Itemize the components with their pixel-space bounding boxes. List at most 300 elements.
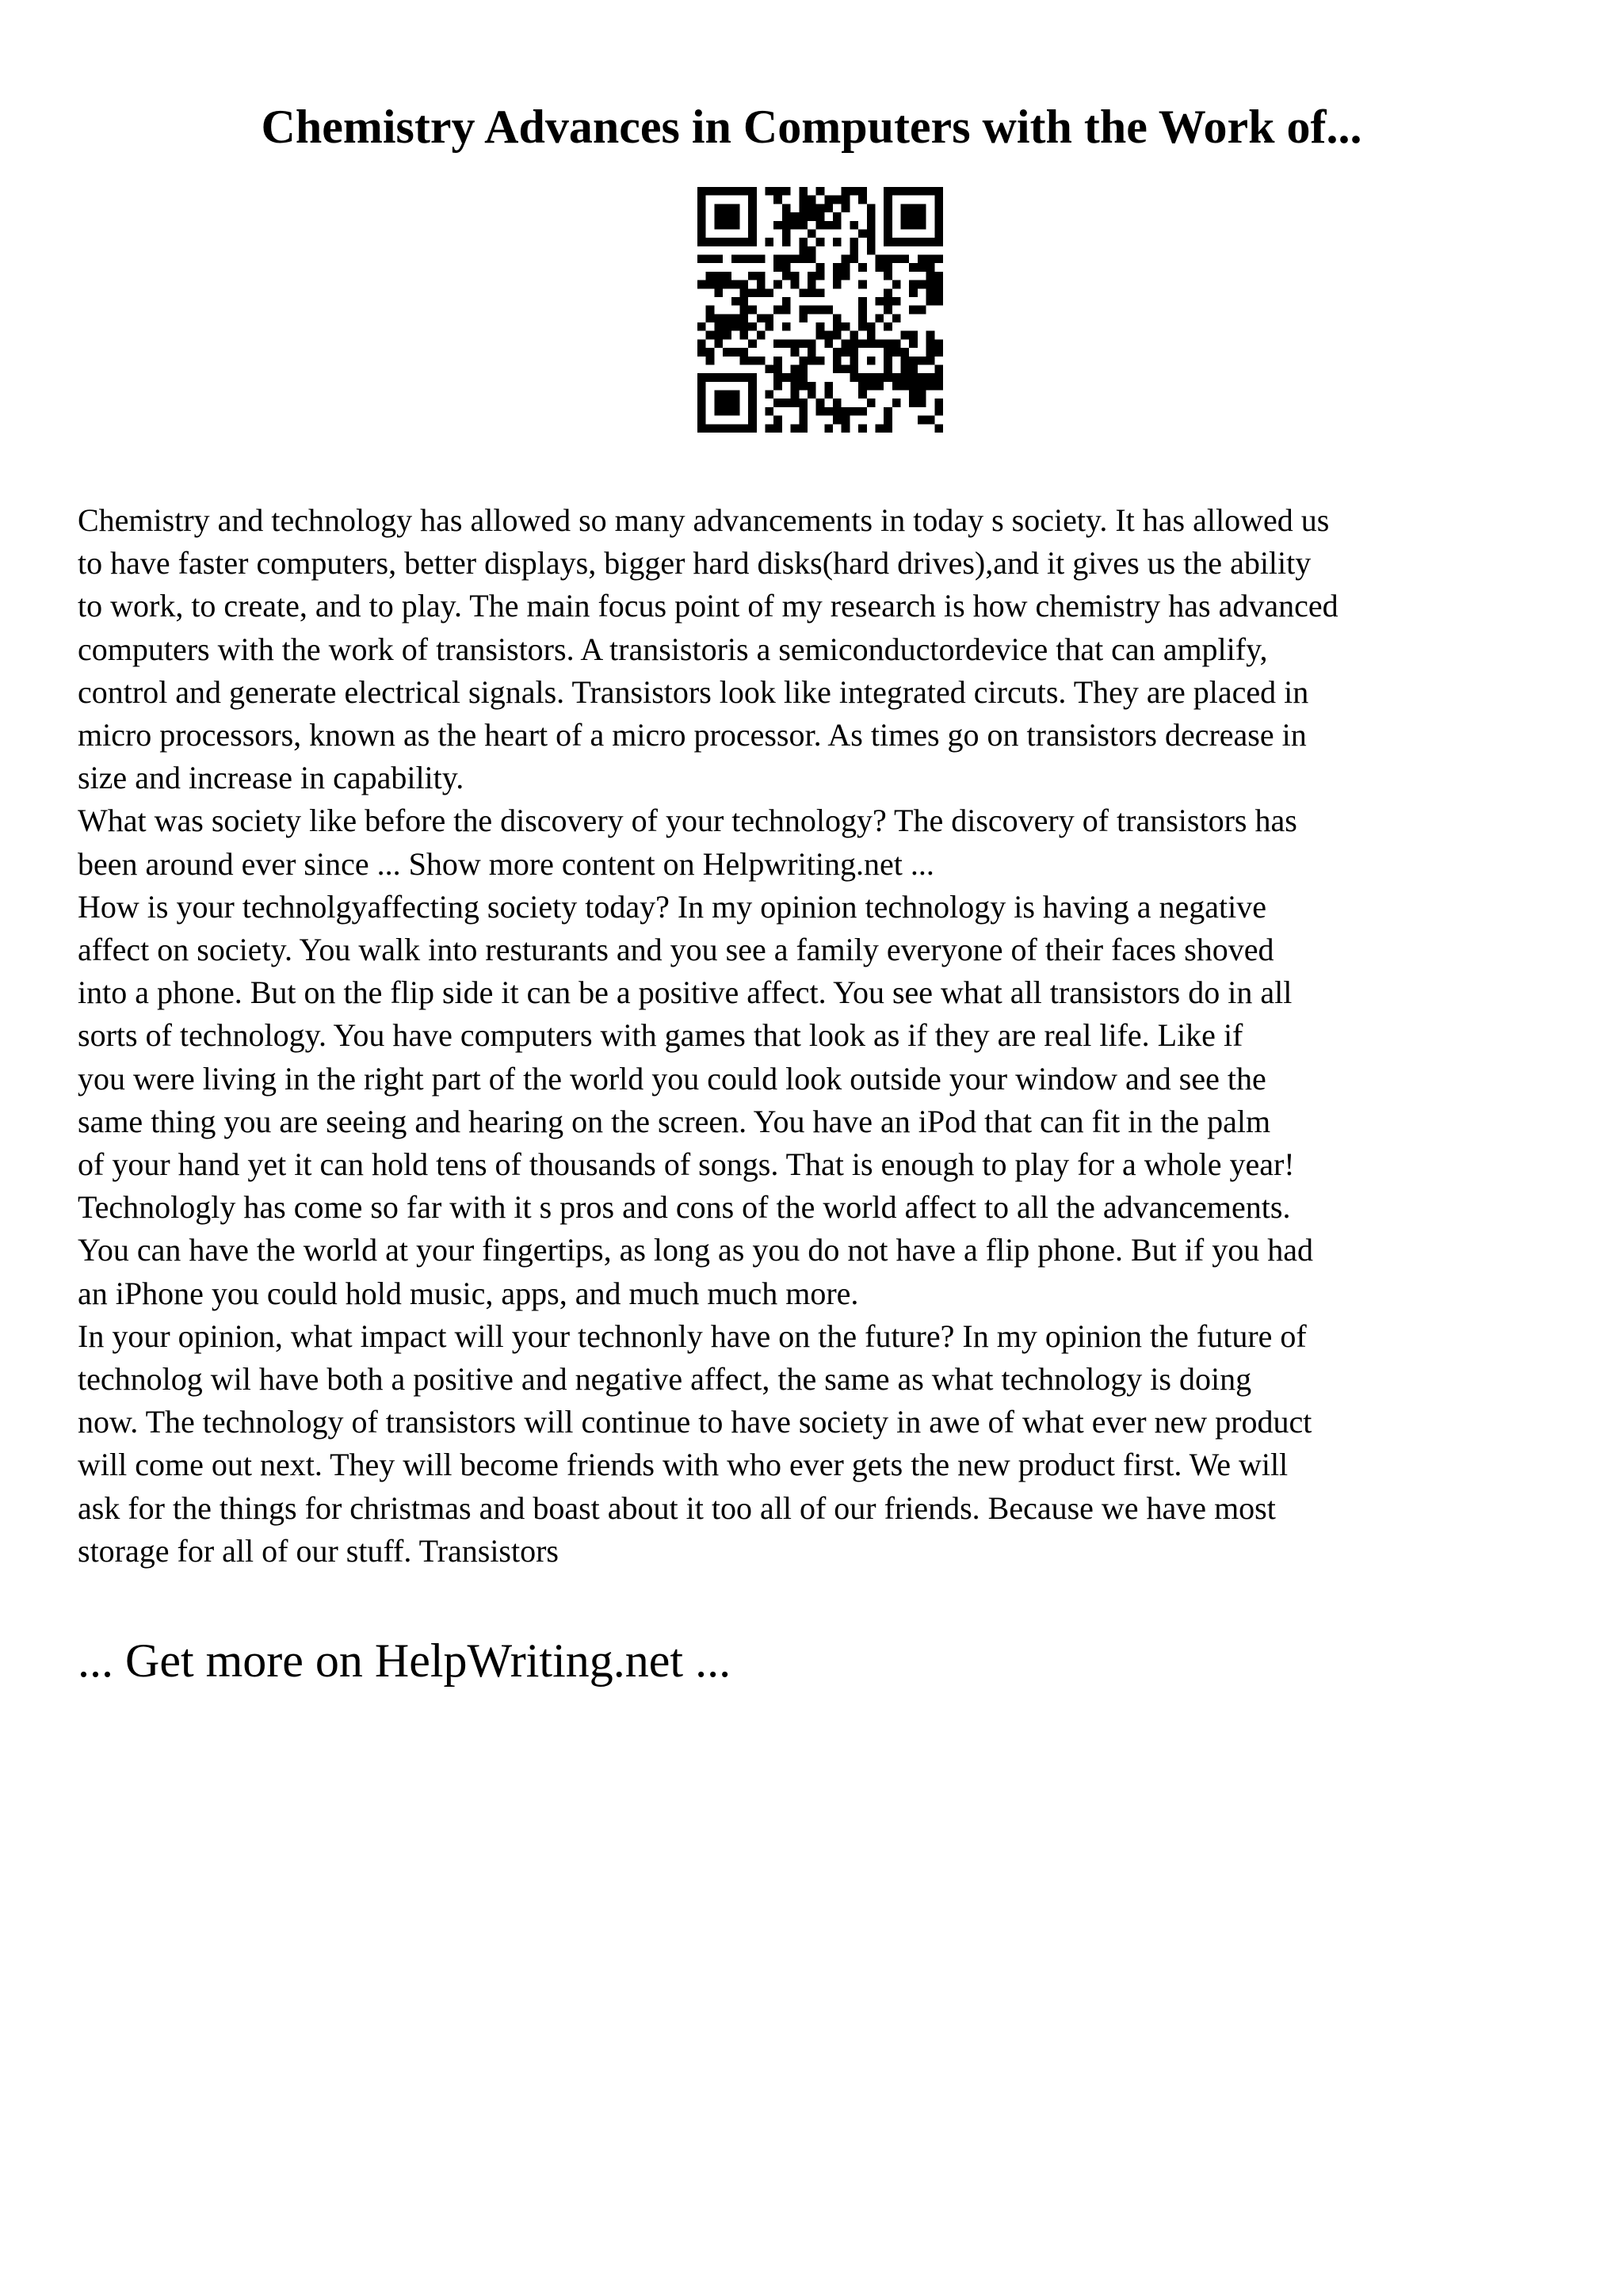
qr-module	[926, 339, 935, 348]
qr-module	[766, 364, 774, 373]
qr-module	[867, 238, 876, 246]
qr-module	[850, 246, 858, 255]
body-line: to work, to create, and to play. The main focus point of my research is how chemistry has advanced	[78, 588, 1338, 624]
qr-module	[909, 212, 918, 221]
qr-module	[799, 212, 808, 221]
qr-module	[723, 399, 731, 407]
qr-module	[714, 272, 723, 280]
qr-module	[833, 407, 842, 416]
qr-module	[926, 373, 935, 382]
qr-module	[867, 221, 876, 230]
qr-module	[757, 314, 766, 322]
qr-module	[714, 212, 723, 221]
qr-module	[757, 272, 766, 280]
qr-module	[824, 339, 833, 348]
qr-module	[757, 357, 766, 365]
qr-module	[808, 280, 816, 289]
qr-module	[884, 407, 892, 416]
qr-module	[808, 229, 816, 238]
qr-module	[808, 306, 816, 315]
qr-module	[867, 204, 876, 212]
qr-module	[833, 272, 842, 280]
qr-module	[697, 382, 706, 391]
qr-module	[799, 364, 808, 373]
qr-module	[799, 288, 808, 297]
qr-module	[867, 246, 876, 255]
qr-module	[748, 187, 757, 196]
qr-module	[884, 238, 892, 246]
qr-module	[766, 288, 774, 297]
qr-module	[697, 238, 706, 246]
qr-module	[858, 382, 867, 391]
qr-module	[901, 348, 910, 357]
qr-module	[766, 407, 774, 416]
qr-module	[901, 364, 910, 373]
qr-module	[884, 348, 892, 357]
qr-module	[731, 212, 740, 221]
qr-module	[748, 424, 757, 433]
qr-module	[934, 373, 943, 382]
qr-module	[918, 280, 926, 289]
qr-module	[748, 229, 757, 238]
qr-module	[842, 424, 850, 433]
qr-module	[748, 238, 757, 246]
qr-module	[731, 280, 740, 289]
qr-module	[918, 187, 926, 196]
qr-module	[934, 280, 943, 289]
qr-module	[773, 187, 782, 196]
qr-module	[918, 382, 926, 391]
qr-module	[892, 255, 901, 264]
qr-module	[697, 424, 706, 433]
qr-module	[731, 255, 740, 264]
body-line: How is your technolgyaffecting society today? In my opinion technology is having a negative	[78, 888, 1267, 925]
qr-module	[926, 297, 935, 306]
qr-module	[934, 407, 943, 416]
qr-module	[867, 339, 876, 348]
qr-module	[816, 407, 825, 416]
qr-module	[799, 306, 808, 315]
qr-module	[816, 272, 825, 280]
qr-module	[739, 348, 748, 357]
qr-module	[816, 331, 825, 340]
qr-module	[867, 212, 876, 221]
qr-module	[850, 238, 858, 246]
qr-module	[791, 280, 800, 289]
qr-module	[706, 348, 715, 357]
qr-module	[892, 348, 901, 357]
qr-module	[773, 399, 782, 407]
body-line: will come out next. They will become friends with who ever gets the new product first. We will	[78, 1447, 1289, 1483]
qr-module	[697, 399, 706, 407]
get-more-link[interactable]: ... Get more on HelpWriting.net ...	[78, 1634, 731, 1687]
qr-module	[833, 348, 842, 357]
qr-module	[934, 297, 943, 306]
body-line: to have faster computers, better displays, bigger hard disks(hard drives),and it gives us the ability	[78, 545, 1312, 582]
qr-module	[884, 272, 892, 280]
qr-module	[706, 331, 715, 340]
qr-module	[926, 272, 935, 280]
qr-module	[697, 407, 706, 416]
qr-module	[723, 322, 731, 331]
qr-module	[773, 357, 782, 365]
qr-module	[808, 212, 816, 221]
qr-module	[867, 229, 876, 238]
qr-module	[739, 255, 748, 264]
qr-module	[697, 255, 706, 264]
qr-module	[723, 212, 731, 221]
qr-module	[748, 357, 757, 365]
qr-module	[850, 331, 858, 340]
qr-module	[875, 255, 884, 264]
qr-module	[723, 187, 731, 196]
qr-module	[833, 212, 842, 221]
qr-module	[824, 306, 833, 315]
qr-module	[706, 272, 715, 280]
qr-module	[706, 280, 715, 289]
qr-module	[833, 331, 842, 340]
qr-module	[867, 357, 876, 365]
qr-module	[748, 204, 757, 212]
qr-module	[926, 288, 935, 297]
qr-module	[791, 382, 800, 391]
qr-module	[824, 204, 833, 212]
qr-module	[867, 322, 876, 331]
qr-module	[799, 382, 808, 391]
qr-module	[824, 407, 833, 416]
qr-module	[867, 399, 876, 407]
qr-module	[714, 221, 723, 230]
body-line: control and generate electrical signals. Transistors look like integrated circuts. They are placed in	[78, 673, 1309, 710]
qr-module	[706, 238, 715, 246]
qr-module	[934, 272, 943, 280]
qr-module	[773, 263, 782, 272]
qr-module	[909, 391, 918, 399]
qr-module	[748, 373, 757, 382]
qr-module	[926, 416, 935, 425]
qr-module	[697, 416, 706, 425]
qr-module	[816, 288, 825, 297]
body-line: Chemistry and technology has allowed so many advancements in today s society. It has allowed us	[78, 502, 1330, 538]
qr-module	[926, 187, 935, 196]
qr-module	[901, 382, 910, 391]
qr-module	[697, 348, 706, 357]
qr-module	[934, 288, 943, 297]
qr-module	[833, 263, 842, 272]
qr-module	[824, 382, 833, 391]
qr-module	[816, 399, 825, 407]
qr-module	[697, 187, 706, 196]
qr-module	[748, 399, 757, 407]
qr-module	[723, 348, 731, 357]
qr-module	[697, 229, 706, 238]
qr-module	[706, 255, 715, 264]
qr-module	[808, 288, 816, 297]
body-line: Technologly has come so far with it s pros and cons of the world affect to all the advancements.	[78, 1189, 1291, 1226]
qr-module	[748, 416, 757, 425]
body-line: now. The technology of transistors will continue to have society in awe of what ever new product	[78, 1404, 1312, 1440]
qr-module	[748, 339, 757, 348]
qr-module	[934, 212, 943, 221]
qr-module	[875, 314, 884, 322]
qr-module	[748, 221, 757, 230]
qr-module	[926, 348, 935, 357]
qr-module	[858, 306, 867, 315]
qr-module	[918, 391, 926, 399]
qr-module	[850, 255, 858, 264]
qr-module	[918, 212, 926, 221]
qr-module	[697, 373, 706, 382]
qr-module	[842, 187, 850, 196]
qr-module	[799, 373, 808, 382]
qr-module	[748, 382, 757, 391]
qr-module	[808, 196, 816, 204]
qr-module	[808, 272, 816, 280]
qr-module	[884, 364, 892, 373]
qr-module	[791, 255, 800, 264]
qr-module	[766, 314, 774, 322]
qr-module	[731, 322, 740, 331]
qr-module	[714, 407, 723, 416]
qr-module	[714, 204, 723, 212]
qr-module	[875, 263, 884, 272]
qr-module	[799, 416, 808, 425]
qr-module	[723, 280, 731, 289]
qr-module	[934, 196, 943, 204]
qr-module	[875, 373, 884, 382]
qr-module	[731, 238, 740, 246]
qr-module	[714, 255, 723, 264]
qr-module	[782, 263, 791, 272]
qr-module	[901, 187, 910, 196]
body-line: computers with the work of transistors. A transistoris a semiconductordevice that can amplify,	[78, 631, 1268, 667]
qr-module	[723, 391, 731, 399]
qr-module	[706, 306, 715, 315]
qr-module	[858, 424, 867, 433]
qr-module	[850, 373, 858, 382]
qr-module	[842, 204, 850, 212]
qr-module	[739, 357, 748, 365]
qr-module	[850, 407, 858, 416]
qr-module	[791, 348, 800, 357]
qr-module	[918, 306, 926, 315]
qr-module	[918, 357, 926, 365]
qr-module	[833, 238, 842, 246]
qr-module	[934, 187, 943, 196]
qr-module	[934, 339, 943, 348]
qr-module	[884, 339, 892, 348]
qr-module	[791, 373, 800, 382]
body-line: You can have the world at your fingertips, as long as you do not have a flip phone. But if you had	[78, 1232, 1313, 1268]
qr-module	[773, 364, 782, 373]
qr-module	[892, 297, 901, 306]
qr-module	[842, 255, 850, 264]
qr-module	[884, 297, 892, 306]
qr-module	[697, 212, 706, 221]
qr-module	[723, 238, 731, 246]
qr-module	[791, 399, 800, 407]
qr-module	[766, 424, 774, 433]
qr-module	[731, 314, 740, 322]
qr-module	[739, 424, 748, 433]
body-line: same thing you are seeing and hearing on the screen. You have an iPod that can fit in the palm	[78, 1103, 1271, 1139]
qr-module	[714, 331, 723, 340]
qr-module	[934, 424, 943, 433]
qr-module	[808, 255, 816, 264]
qr-module	[791, 339, 800, 348]
qr-module	[748, 306, 757, 315]
qr-module	[757, 255, 766, 264]
qr-module	[731, 424, 740, 433]
qr-module	[714, 339, 723, 348]
qr-module	[714, 314, 723, 322]
qr-module	[731, 391, 740, 399]
qr-module	[833, 280, 842, 289]
qr-module	[748, 255, 757, 264]
qr-module	[842, 322, 850, 331]
qr-module	[867, 382, 876, 391]
qr-module	[934, 229, 943, 238]
qr-module	[816, 204, 825, 212]
qr-module	[833, 399, 842, 407]
qr-module	[816, 221, 825, 230]
qr-module	[731, 407, 740, 416]
qr-module	[731, 399, 740, 407]
qr-module	[773, 339, 782, 348]
qr-module	[697, 280, 706, 289]
qr-module	[918, 221, 926, 230]
qr-module	[748, 407, 757, 416]
qr-module	[706, 357, 715, 365]
qr-module	[934, 204, 943, 212]
qr-module	[926, 382, 935, 391]
qr-module	[934, 364, 943, 373]
qr-module	[842, 272, 850, 280]
body-line: In your opinion, what impact will your technonly have on the future? In my opinion the future of	[78, 1318, 1307, 1354]
qr-module	[909, 288, 918, 297]
qr-module	[884, 187, 892, 196]
qr-module	[892, 382, 901, 391]
qr-module	[850, 187, 858, 196]
qr-module	[850, 348, 858, 357]
qr-module	[901, 204, 910, 212]
qr-module	[799, 238, 808, 246]
body-line: affect on society. You walk into resturants and you see a family everyone of their faces shoved	[78, 932, 1274, 968]
qr-module	[909, 382, 918, 391]
qr-module	[799, 407, 808, 416]
qr-module	[833, 416, 842, 425]
qr-module	[723, 314, 731, 322]
qr-module	[773, 424, 782, 433]
qr-module	[858, 263, 867, 272]
qr-module	[909, 263, 918, 272]
qr-module	[731, 221, 740, 230]
qr-module	[697, 391, 706, 399]
qr-module	[858, 339, 867, 348]
qr-module	[918, 373, 926, 382]
qr-module	[850, 364, 858, 373]
qr-module	[782, 297, 791, 306]
qr-module	[934, 399, 943, 407]
qr-module	[808, 391, 816, 399]
qr-module	[926, 263, 935, 272]
qr-module	[714, 322, 723, 331]
qr-module	[909, 306, 918, 315]
qr-module	[739, 373, 748, 382]
qr-module	[782, 272, 791, 280]
qr-module	[884, 416, 892, 425]
qr-module	[773, 416, 782, 425]
qr-module	[858, 229, 867, 238]
qr-module	[816, 212, 825, 221]
qr-module	[816, 238, 825, 246]
qr-module	[799, 357, 808, 365]
qr-module	[858, 280, 867, 289]
qr-module	[782, 238, 791, 246]
qr-module	[766, 322, 774, 331]
qr-module	[731, 204, 740, 212]
body-line: ask for the things for christmas and boast about it too all of our friends. Because we have most	[78, 1489, 1276, 1526]
qr-module	[782, 322, 791, 331]
qr-module	[833, 221, 842, 230]
qr-module	[842, 416, 850, 425]
qr-module	[901, 238, 910, 246]
body-line: technolog wil have both a positive and negative affect, the same as what technology is doing	[78, 1361, 1252, 1398]
qr-code-icon	[697, 187, 943, 433]
qr-module	[697, 196, 706, 204]
qr-module	[739, 331, 748, 340]
qr-module	[808, 348, 816, 357]
body-line: of your hand yet it can hold tens of thousands of songs. That is enough to play for a whole year!	[78, 1146, 1295, 1183]
qr-module	[884, 204, 892, 212]
qr-module	[884, 322, 892, 331]
qr-module	[782, 187, 791, 196]
qr-module	[799, 399, 808, 407]
qr-module	[926, 357, 935, 365]
qr-module	[926, 255, 935, 264]
qr-module	[842, 407, 850, 416]
qr-module	[697, 322, 706, 331]
qr-module	[918, 255, 926, 264]
qr-module	[714, 288, 723, 297]
qr-module	[757, 280, 766, 289]
qr-module	[909, 339, 918, 348]
qr-module	[884, 196, 892, 204]
qr-module	[875, 382, 884, 391]
qr-module	[884, 424, 892, 433]
qr-module	[773, 306, 782, 315]
qr-module	[884, 229, 892, 238]
qr-module	[816, 263, 825, 272]
qr-module	[799, 255, 808, 264]
qr-module	[884, 212, 892, 221]
qr-module	[918, 399, 926, 407]
qr-module	[884, 221, 892, 230]
qr-module	[858, 322, 867, 331]
qr-module	[773, 280, 782, 289]
qr-module	[858, 391, 867, 399]
qr-module	[782, 221, 791, 230]
body-line: size and increase in capability.	[78, 760, 464, 796]
qr-module	[909, 204, 918, 212]
qr-module	[867, 331, 876, 340]
qr-module	[739, 288, 748, 297]
qr-module	[858, 373, 867, 382]
qr-module	[723, 272, 731, 280]
qr-module	[782, 373, 791, 382]
qr-module	[791, 212, 800, 221]
qr-module	[799, 246, 808, 255]
